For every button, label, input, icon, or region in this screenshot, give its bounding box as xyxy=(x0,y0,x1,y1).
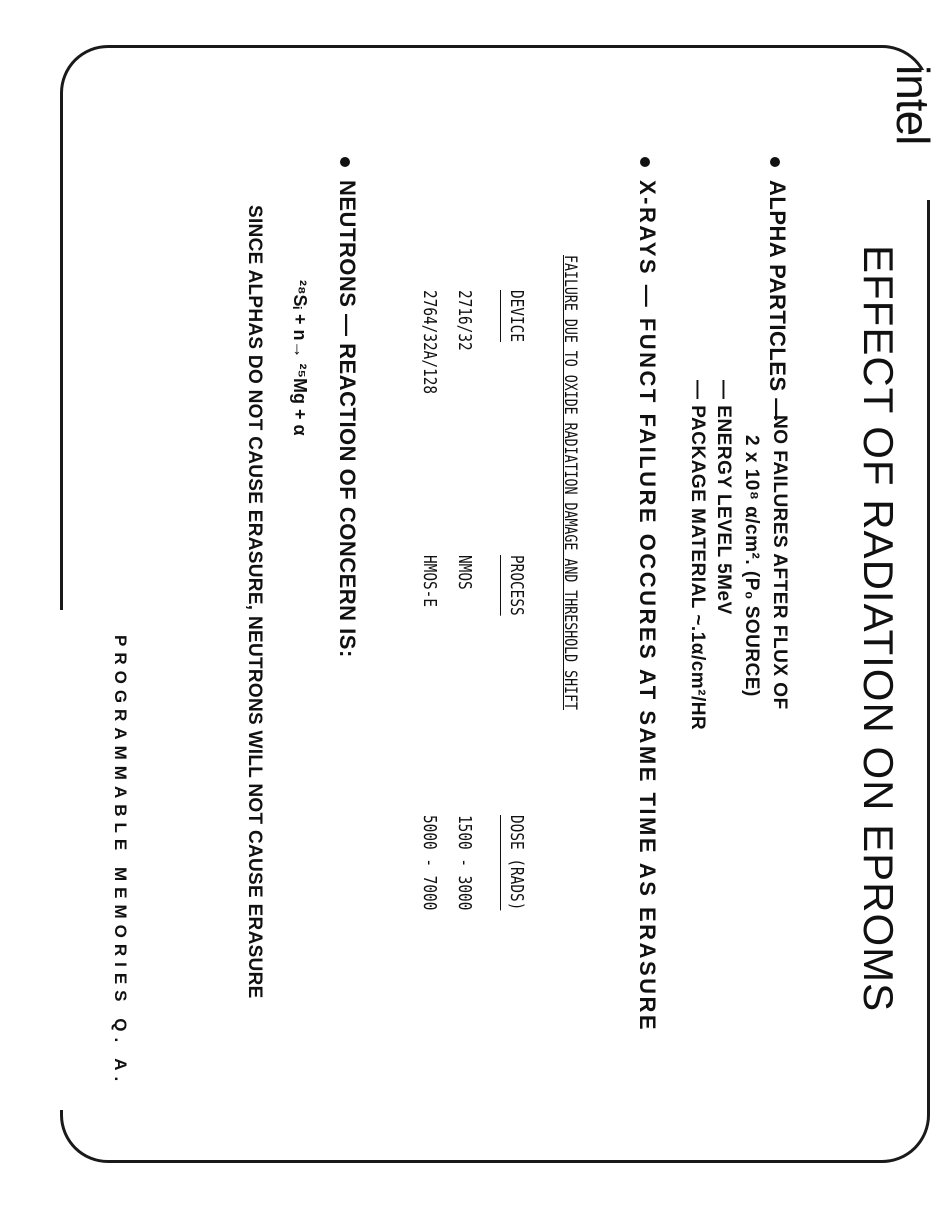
intel-logo: intel xyxy=(887,65,939,145)
table-header-device: DEVICE xyxy=(506,290,527,343)
table-cell: 5000 - 7000 xyxy=(419,815,440,911)
table-header-process: PROCESS xyxy=(506,555,527,616)
table-header-dose: DOSE (RADS) xyxy=(506,815,527,911)
alpha-line-2: 2 x 10⁸ α/cm². (P₀ SOURCE) xyxy=(741,435,762,697)
alpha-label: ALPHA PARTICLES — xyxy=(765,180,790,421)
bullet-dot xyxy=(640,157,650,167)
table-cell: 1500 - 3000 xyxy=(454,815,475,911)
table-cell: 2764/32A/128 xyxy=(419,290,440,395)
table-caption: FAILURE DUE TO OXIDE RADIATION DAMAGE AND THRESHOLD SHIFT xyxy=(560,255,580,711)
bullet-dot xyxy=(340,157,350,167)
alpha-line-1: NO FAILURES AFTER FLUX OF xyxy=(769,415,790,710)
bullet-dot xyxy=(770,157,780,167)
alpha-line-3: — ENERGY LEVEL 5MeV xyxy=(713,380,734,615)
xrays-text: X-RAYS — FUNCT FAILURE OCCURES AT SAME TIME AS ERASURE xyxy=(635,180,660,1033)
table-cell: 2716/32 xyxy=(454,290,475,351)
neutrons-label: NEUTRONS — REACTION OF CONCERN IS: xyxy=(335,180,360,658)
alpha-line-4: — PACKAGE MATERIAL ~.1α/cm²/HR xyxy=(687,380,708,731)
footer-text: PROGRAMMABLE MEMORIES Q. A. xyxy=(111,635,130,1088)
table-cell: HMOS-E xyxy=(419,555,440,608)
conclusion-text: SINCE ALPHAS DO NOT CAUSE ERASURE, NEUTRONS WILL NOT CAUSE ERASURE xyxy=(244,205,265,999)
page-title: EFFECT OF RADIATION ON EPROMS xyxy=(855,245,902,1013)
table-cell: NMOS xyxy=(454,555,475,590)
nuclear-reaction: ²⁸Sᵢ + n→ ²⁵Mg + α xyxy=(290,280,310,436)
slide-content xyxy=(60,45,939,1163)
